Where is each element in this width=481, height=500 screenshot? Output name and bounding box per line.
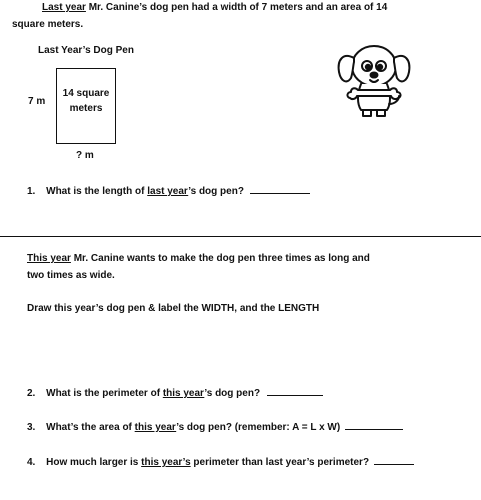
this-year-text-1: Mr. Canine wants to make the dog pen (70, 253, 259, 264)
q2-number: 2. (27, 388, 36, 399)
question-3 (27, 421, 403, 433)
question-2 (27, 387, 323, 399)
q3-text-pre: What’s the area of (46, 422, 135, 433)
dog-with-bone-icon (333, 38, 415, 122)
pen-title: Last Year’s Dog Pen (38, 45, 134, 56)
q2-this-year: this year (162, 388, 205, 399)
q1-text-pre: What is the length of (46, 186, 148, 197)
q1-last-year: last year (147, 186, 189, 197)
q3-this-year: this year (134, 422, 177, 433)
this-year-three-times: three times as long (258, 253, 350, 264)
section-divider (0, 236, 481, 237)
this-year-underlined: This year (27, 253, 71, 264)
this-year-line-2: two times as wide. (27, 270, 115, 281)
q4-number: 4. (27, 457, 36, 468)
q4-text-post: perimeter than last year’s perimeter? (190, 457, 370, 468)
q3-text-post: ’s dog pen? (remember: A = L x W) (176, 422, 341, 433)
this-year-and: and (349, 253, 370, 264)
q1-number: 1. (27, 186, 36, 197)
q2-text-pre: What is the perimeter of (46, 388, 163, 399)
q3-number: 3. (27, 422, 36, 433)
pen-length-label: ? m (76, 150, 94, 161)
this-year-line-1 (27, 253, 370, 264)
question-4 (27, 456, 414, 468)
q1-answer-blank[interactable] (250, 185, 310, 194)
intro-last-year: Last year (42, 2, 86, 13)
intro-text-1: Mr. Canine’s dog pen had a width of 7 meters and an area of 14 (85, 2, 388, 13)
q4-answer-blank[interactable] (374, 456, 414, 465)
q3-answer-blank[interactable] (345, 421, 403, 430)
question-1 (27, 185, 310, 197)
pen-width-label: 7 m (28, 96, 46, 107)
intro-line-1 (42, 2, 387, 13)
q1-text-post: ’s dog pen? (188, 186, 244, 197)
q4-text-pre: How much larger is (46, 457, 142, 468)
draw-instruction: Draw this year’s dog pen & label the WIDTH, and the LENGTH (27, 303, 320, 314)
intro-line-2: square meters. (12, 19, 84, 30)
q2-text-post: ’s dog pen? (204, 388, 261, 399)
q2-answer-blank[interactable] (267, 387, 323, 396)
q4-this-years: this year’s (141, 457, 191, 468)
pen-area-label: 14 square meters (62, 88, 110, 114)
